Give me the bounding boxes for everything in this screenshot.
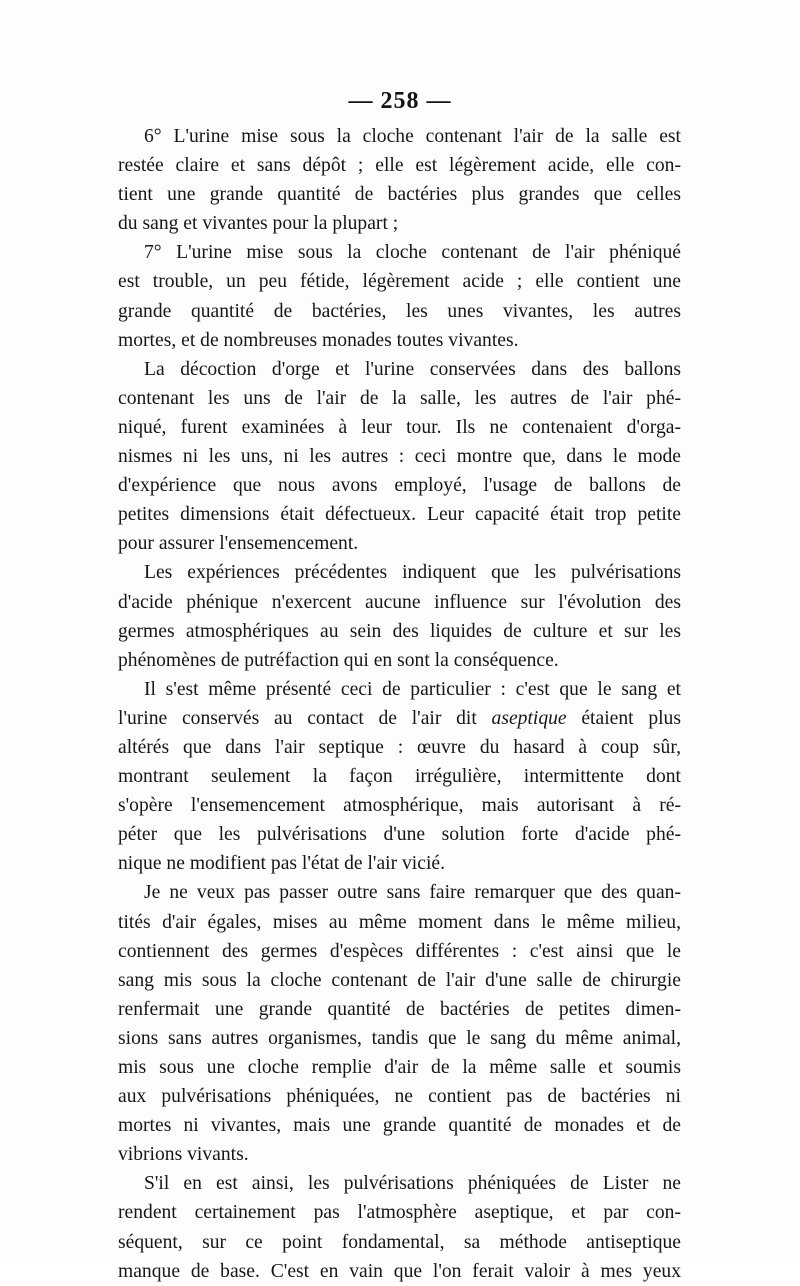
- text-line: mortes ni vivantes, mais une grande quantité de monades et de: [118, 1115, 681, 1137]
- text-line: rendent certainement pas l'atmosphère aseptique, et par con-: [118, 1202, 681, 1224]
- text-line: La décoction d'orge et l'urine conservées dans des ballons: [144, 358, 681, 380]
- text-line: sang mis sous la cloche contenant de l'air d'une salle de chirurgie: [118, 969, 681, 991]
- text-line: du sang et vivantes pour la plupart ;: [118, 213, 399, 235]
- text-line: 7° L'urine mise sous la cloche contenant de l'air phéniqué: [144, 242, 681, 264]
- text-line: contenant les uns de l'air de la salle, les autres de l'air phé-: [118, 387, 681, 409]
- text-line: grande quantité de bactéries, les unes vivantes, les autres: [118, 300, 681, 322]
- body-text: [118, 122, 681, 1286]
- text-line: nismes ni les uns, ni les autres : ceci montre que, dans le mode: [118, 446, 681, 468]
- text-line: manque de base. C'est en vain que l'on ferait valoir à mes yeux: [118, 1260, 681, 1282]
- text-line: niqué, furent examinées à leur tour. Ils ne contenaient d'orga-: [118, 416, 681, 438]
- text-line: restée claire et sans dépôt ; elle est légèrement acide, elle con-: [118, 155, 681, 177]
- text-line: s'opère l'ensemencement atmosphérique, mais autorisant à ré-: [118, 795, 681, 817]
- text-line: S'il en est ainsi, les pulvérisations phéniquées de Lister ne: [144, 1173, 681, 1195]
- text-line: altérés que dans l'air septique : œuvre du hasard à coup sûr,: [118, 736, 681, 758]
- text-line: vibrions vivants.: [118, 1144, 249, 1166]
- text-line: tités d'air égales, mises au même moment dans le même milieu,: [118, 911, 681, 933]
- text-line: péter que les pulvérisations d'une solution forte d'acide phé-: [118, 824, 681, 846]
- text-line: 6° L'urine mise sous la cloche contenant l'air de la salle est: [144, 126, 681, 147]
- text-line: Je ne veux pas passer outre sans faire remarquer que des quan-: [144, 882, 681, 904]
- page-number: — 258 —: [348, 88, 452, 114]
- text-line: est trouble, un peu fétide, légèrement acide ; elle contient une: [118, 271, 681, 293]
- text-line: germes atmosphériques au sein des liquides de culture et sur les: [118, 620, 681, 642]
- text-line: mis sous une cloche remplie d'air de la même salle et soumis: [118, 1057, 681, 1078]
- text-line: aux pulvérisations phéniquées, ne contient pas de bactéries ni: [118, 1086, 681, 1108]
- text-line: Les expériences précédentes indiquent que les pulvérisations: [144, 562, 681, 584]
- text-line: contiennent des germes d'espèces différentes : c'est ainsi que le: [118, 940, 681, 962]
- text-line: d'expérience que nous avons employé, l'usage de ballons de: [118, 475, 681, 497]
- text-line: phénomènes de putréfaction qui en sont la conséquence.: [118, 649, 559, 671]
- text-line: séquent, sur ce point fondamental, sa méthode antiseptique: [118, 1231, 681, 1253]
- text-line: l'urine conservés au contact de l'air dit aseptique étaient plus: [118, 707, 681, 729]
- text-line: Il s'est même présenté ceci de particulier : c'est que le sang et: [144, 678, 681, 700]
- text-line: petites dimensions était défectueux. Leur capacité était trop petite: [118, 504, 681, 526]
- text-line: mortes, et de nombreuses monades toutes vivantes.: [118, 329, 519, 351]
- text-line: tient une grande quantité de bactéries plus grandes que celles: [118, 184, 681, 206]
- text-line: sions sans autres organismes, tandis que le sang du même animal,: [118, 1027, 681, 1049]
- text-line: nique ne modifient pas l'état de l'air vicié.: [118, 853, 445, 875]
- text-line: renfermait une grande quantité de bactéries de petites dimen-: [118, 998, 681, 1020]
- text-line: montrant seulement la façon irrégulière, intermittente dont: [118, 766, 681, 788]
- text-line: pour assurer l'ensemencement.: [118, 533, 359, 555]
- text-line: d'acide phénique n'exercent aucune influence sur l'évolution des: [118, 591, 681, 613]
